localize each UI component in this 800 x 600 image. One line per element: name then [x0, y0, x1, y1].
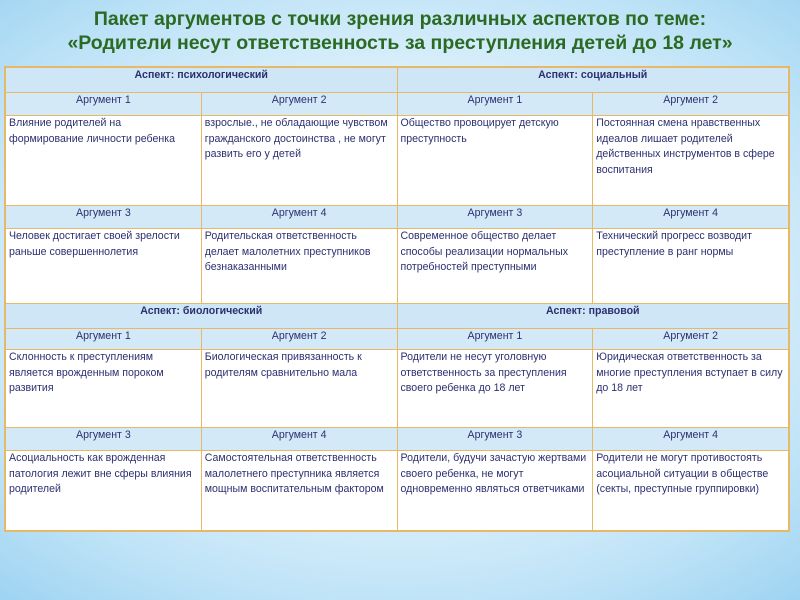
argument-label: Аргумент 3	[6, 206, 202, 229]
argument-text: Постоянная смена нравственных идеалов лишает родителей действенных инструментов в сфере воспитания	[596, 117, 775, 176]
argument-label: Аргумент 3	[397, 428, 593, 451]
argument-cell	[6, 229, 202, 304]
argument-cell	[397, 451, 593, 531]
slide-title	[0, 7, 800, 55]
argument-text: Человек достигает своей зрелости раньше совершеннолетия	[9, 230, 180, 258]
aspect-biological: Аспект: биологический	[6, 304, 398, 329]
argument-label: Аргумент 3	[6, 428, 202, 451]
argument-text: Асоциальность как врожденная патология лежит вне сферы влияния родителей	[9, 452, 192, 496]
argument-label: Аргумент 4	[201, 206, 397, 229]
aspect-row	[6, 68, 789, 93]
argument-cell	[201, 116, 397, 206]
argument-cell	[593, 350, 789, 428]
argument-cell	[593, 229, 789, 304]
argument-label: Аргумент 2	[593, 329, 789, 350]
arguments-table	[5, 67, 789, 531]
argument-text: взрослые., не обладающие чувством гражданского достоинства , не могут развить его у детей	[204, 117, 388, 161]
argument-text: Родители, будучи зачастую жертвами своего ребенка, не могут одновременно являться ответчиками	[400, 452, 587, 496]
argument-cell	[6, 451, 202, 531]
aspect-social: Аспект: социальный	[397, 68, 789, 93]
argument-text: Родители не могут противостоять асоциальной ситуации в обществе (секты, преступные группировки)	[596, 452, 769, 496]
argument-label-row	[6, 93, 789, 116]
argument-label: Аргумент 1	[6, 329, 202, 350]
argument-label: Аргумент 4	[201, 428, 397, 451]
argument-cell	[397, 350, 593, 428]
argument-cell	[201, 350, 397, 428]
argument-label-row	[6, 329, 789, 350]
argument-label: Аргумент 4	[593, 206, 789, 229]
argument-label-row	[6, 428, 789, 451]
argument-text: Влияние родителей на формирование личности ребенка	[9, 117, 175, 145]
argument-cell	[201, 451, 397, 531]
argument-text: Родители не несут уголовную ответственность за преступления своего ребенка до 18 лет	[400, 351, 567, 395]
argument-text: Биологическая привязанность к родителям сравнительно мала	[204, 351, 362, 379]
argument-label: Аргумент 2	[593, 93, 789, 116]
argument-cell	[201, 229, 397, 304]
argument-text: Склонность к преступлениям является врожденным пороком развития	[9, 351, 164, 395]
argument-text-row	[6, 116, 789, 206]
argument-cell	[593, 451, 789, 531]
argument-label: Аргумент 2	[201, 329, 397, 350]
argument-text-row	[6, 229, 789, 304]
argument-label: Аргумент 1	[6, 93, 202, 116]
argument-label: Аргумент 1	[397, 93, 593, 116]
argument-text: Современное общество делает способы реализации нормальных потребностей преступными	[400, 230, 568, 274]
argument-cell	[397, 229, 593, 304]
title-line-2: «Родители несут ответственность за преступления детей до 18 лет»	[67, 32, 733, 54]
argument-cell	[6, 350, 202, 428]
argument-label: Аргумент 2	[201, 93, 397, 116]
aspect-row	[6, 304, 789, 329]
argument-text-row	[6, 451, 789, 531]
argument-text: Общество провоцирует детскую преступность	[400, 117, 559, 145]
argument-text: Юридическая ответственность за многие преступления вступает в силу до 18 лет	[596, 351, 783, 395]
argument-text-row	[6, 350, 789, 428]
argument-text: Самостоятельная ответственность малолетнего преступника является мощным воспитательным фактором	[204, 452, 384, 496]
argument-text: Родительская ответственность делает малолетних преступников безнаказанными	[204, 230, 371, 274]
argument-cell	[397, 116, 593, 206]
argument-cell	[6, 116, 202, 206]
aspect-psychological: Аспект: психологический	[6, 68, 398, 93]
argument-label: Аргумент 4	[593, 428, 789, 451]
argument-text: Технический прогресс возводит преступление в ранг нормы	[596, 230, 752, 258]
title-line-1: Пакет аргументов с точки зрения различных аспектов по теме:	[93, 8, 707, 30]
aspect-legal: Аспект: правовой	[397, 304, 789, 329]
argument-label-row	[6, 206, 789, 229]
argument-cell	[593, 116, 789, 206]
argument-label: Аргумент 3	[397, 206, 593, 229]
argument-label: Аргумент 1	[397, 329, 593, 350]
